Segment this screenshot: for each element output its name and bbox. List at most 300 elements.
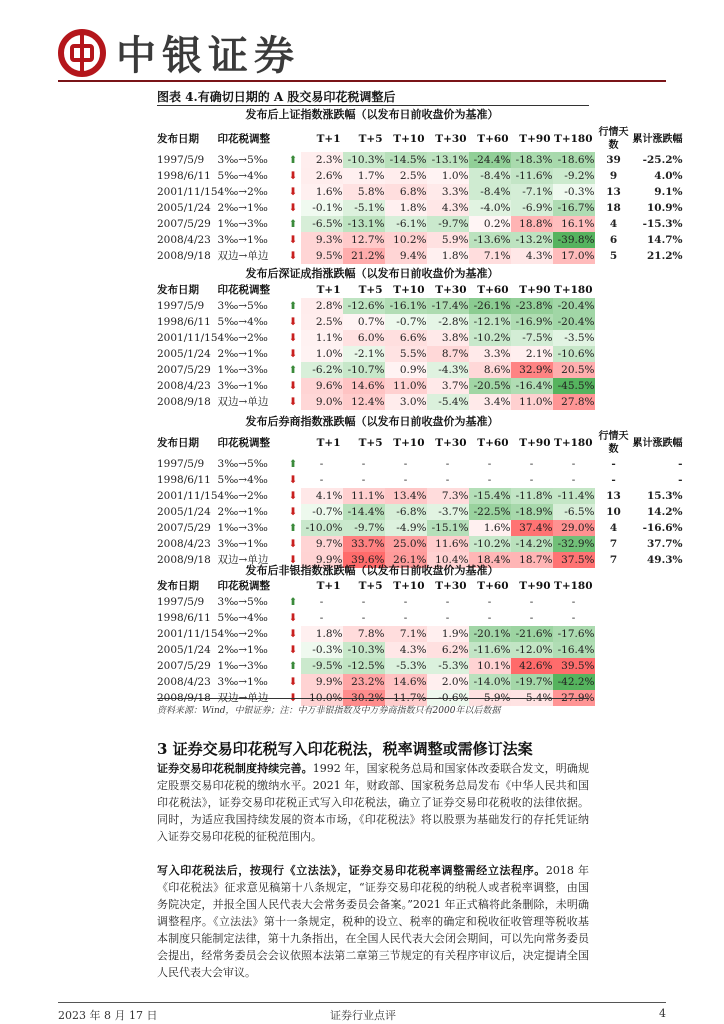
return-cell: - [445,474,450,486]
return-cell: 2.3% [301,152,343,168]
tax-change-cell: 3‰→5‰ [217,458,268,470]
tax-change-cell: 双边→单边 [217,250,269,262]
return-cell: 2.1% [511,346,553,362]
date-cell: 2008/9/18 [157,554,211,566]
return-cell: -17.6% [553,626,595,642]
column-header: T+5 [358,133,383,145]
table-row [157,378,595,394]
return-cell: -11.8% [511,488,553,504]
return-cell: 5.4% [511,690,553,706]
return-cell: -32.9% [553,536,595,552]
return-cell: -6.1% [385,216,427,232]
returns-table [157,282,595,410]
table-row [157,488,683,504]
tax-change-cell: 5‰→4‰ [217,474,268,486]
date-cell: 2008/4/23 [157,234,211,246]
return-cell: - [529,474,534,486]
tax-change-cell: 2‰→1‰ [217,506,268,518]
return-cell: 4.3% [511,248,553,264]
return-cell: 26.1% [385,552,427,568]
column-header: T+60 [477,284,509,296]
column-header: 发布日期 [157,133,199,145]
return-cell: -12.6% [343,298,385,314]
return-cell: 12.4% [343,394,385,410]
date-cell: 2007/5/29 [157,218,211,230]
tax-change-cell: 双边→单边 [217,396,269,408]
column-header: T+1 [316,284,341,296]
return-cell: 0.7% [343,314,385,330]
return-cell: 10.4% [427,552,469,568]
table-row [157,594,595,610]
column-header: T+90 [519,437,551,449]
tax-change-cell: 1‰→3‰ [217,364,268,376]
return-cell: - [319,474,324,486]
table-row [157,346,595,362]
arrow-up-icon: ⬆ [288,154,298,166]
tax-change-cell: 1‰→3‰ [217,660,268,672]
return-cell: -45.5% [553,378,595,394]
column-header: 发布日期 [157,580,199,592]
date-cell: 2008/9/18 [157,396,211,408]
table-row [157,216,683,232]
paragraph-body: 2018 年《印花税法》征求意见稿第十八条规定，“证券交易印花税的纳税人或者税率调整，由国务院决定，并报全国人民代表大会常务委员会备案。”2021 年正式稿将此条删除，未明确调整程序。《立法法》第十一条规定，税种的设立、税率的确定和税收征收管理等税收基本制度只能制定法律，第十九条指出，在全国人民代表大会闭会期间，可以先向常务委员会提出，经常务委员会会议依照本法第二章第三节规定的有关程序审议后，决定提请全国人民代表大会审议。 [157,864,589,979]
tax-change-cell: 1‰→3‰ [217,522,268,534]
footer-doc-type: 证券行业点评 [330,1009,396,1022]
date-cell: 2008/9/18 [157,692,211,704]
column-header: T+180 [554,284,593,296]
table-row [157,232,683,248]
table-header-row [157,126,683,152]
tax-change-cell: 双边→单边 [217,554,269,566]
return-cell: 9.7% [301,536,343,552]
tax-change-cell: 4‰→2‰ [217,628,268,640]
return-cell: -3.7% [427,504,469,520]
column-header: T+90 [519,580,551,592]
table-row [157,330,595,346]
return-cell: -0.3% [553,184,595,200]
return-cell: - [571,612,576,624]
return-cell: -0.6% [427,690,469,706]
arrow-down-icon: ⬇ [288,490,298,502]
trend-days-cell: 7 [609,554,618,566]
return-cell: - [319,458,324,470]
date-cell: 1998/6/11 [157,612,211,624]
return-cell: - [445,458,450,470]
return-cell: -11.6% [511,168,553,184]
table-row [157,658,595,674]
return-cell: -10.7% [343,362,385,378]
return-cell: 1.8% [385,200,427,216]
trend-days-cell: 7 [609,538,618,550]
column-header: T+10 [393,133,425,145]
date-cell: 2008/4/23 [157,676,211,688]
return-cell: -18.6% [553,152,595,168]
figure-bottom-rule [157,698,589,699]
return-cell: 27.9% [553,690,595,706]
date-cell: 1997/5/9 [157,300,205,312]
arrow-down-icon: ⬇ [288,332,298,344]
return-cell: 4.1% [301,488,343,504]
return-cell: 14.6% [343,378,385,394]
cumulative-return-cell: -16.6% [642,522,683,534]
footer-rule [58,1002,666,1003]
bank-of-china-logo-icon [58,29,106,77]
return-cell: - [361,596,366,608]
cumulative-return-cell: 37.7% [646,538,683,550]
return-cell: 9.4% [385,248,427,264]
return-cell: -11.4% [553,488,595,504]
return-cell: -8.4% [469,184,511,200]
return-cell: - [529,612,534,624]
return-cell: 20.5% [553,362,595,378]
return-cell: - [361,474,366,486]
return-cell: 9.9% [301,674,343,690]
tax-change-cell: 3‰→1‰ [217,380,268,392]
return-cell: -19.7% [511,674,553,690]
return-cell: - [445,596,450,608]
trend-days-cell: 39 [606,154,621,166]
tax-change-cell: 双边→单边 [217,692,269,704]
footer-page-number: 4 [659,1007,666,1020]
date-cell: 2008/9/18 [157,250,211,262]
return-cell: -23.8% [511,298,553,314]
return-cell: -39.8% [553,232,595,248]
return-cell: -15.4% [469,488,511,504]
return-cell: -0.7% [385,314,427,330]
return-cell: -12.0% [511,642,553,658]
return-cell: -13.6% [469,232,511,248]
return-cell: -5.1% [343,200,385,216]
arrow-down-icon: ⬇ [288,628,298,640]
return-cell: -21.6% [511,626,553,642]
return-cell: - [361,612,366,624]
section-title: 发布后非银指数涨跌幅（以发布日前收盘价为基准） [245,564,499,577]
return-cell: 4.3% [427,200,469,216]
return-cell: 1.0% [301,346,343,362]
return-cell: -7.1% [511,184,553,200]
column-header: T+5 [358,437,383,449]
column-header: T+180 [554,437,593,449]
column-header: T+60 [477,580,509,592]
column-header: T+180 [554,580,593,592]
return-cell: - [487,474,492,486]
date-cell: 2001/11/15 [157,628,218,640]
return-cell: -20.1% [469,626,511,642]
cumulative-return-cell: -25.2% [642,154,683,166]
header-rule [58,80,666,82]
arrow-down-icon: ⬇ [288,474,298,486]
return-cell: 13.4% [385,488,427,504]
return-cell: 1.8% [427,248,469,264]
trend-days-cell: - [611,474,616,486]
return-cell: - [571,474,576,486]
source-note: 资料来源：Wind，中银证券；注：中万非银指数及中万券商指数只有2000年以后数据 [157,706,501,716]
return-cell: -26.1% [469,298,511,314]
arrow-up-icon: ⬆ [288,218,298,230]
return-cell: -10.2% [469,330,511,346]
return-cell: 7.1% [469,248,511,264]
return-cell: 1.9% [427,626,469,642]
date-cell: 2008/4/23 [157,538,211,550]
return-cell: 14.6% [385,674,427,690]
return-cell: 42.6% [511,658,553,674]
return-cell: -12.1% [469,314,511,330]
arrow-down-icon: ⬇ [288,348,298,360]
arrow-down-icon: ⬇ [288,676,298,688]
date-cell: 1997/5/9 [157,458,205,470]
return-cell: -14.4% [343,504,385,520]
return-cell: -20.5% [469,378,511,394]
trend-days-cell: 10 [606,506,621,518]
arrow-up-icon: ⬆ [288,522,298,534]
return-cell: -20.4% [553,298,595,314]
return-cell: 1.6% [301,184,343,200]
date-cell: 2001/11/15 [157,490,218,502]
column-header: T+60 [477,133,509,145]
date-cell: 2005/1/24 [157,202,211,214]
return-cell: 1.7% [343,168,385,184]
return-cell: 6.8% [385,184,427,200]
return-cell: - [571,458,576,470]
return-cell: - [403,474,408,486]
return-cell: 29.0% [553,520,595,536]
return-cell: 27.8% [553,394,595,410]
return-cell: -12.5% [343,658,385,674]
cumulative-return-cell: 14.2% [646,506,683,518]
return-cell: -13.2% [511,232,553,248]
returns-table [157,578,595,706]
return-cell: -8.4% [469,168,511,184]
cumulative-return-cell: 9.1% [654,186,683,198]
return-cell: 1.1% [301,330,343,346]
return-cell: -10.0% [301,520,343,536]
paragraph-1 [157,760,589,845]
cumulative-return-cell: 4.0% [654,170,683,182]
return-cell: -9.7% [427,216,469,232]
return-cell: -3.5% [553,330,595,346]
return-cell: 2.5% [301,314,343,330]
table-row [157,298,595,314]
date-cell: 1997/5/9 [157,596,205,608]
return-cell: 0.2% [469,216,511,232]
cumulative-return-cell: 10.9% [646,202,683,214]
date-cell: 1998/6/11 [157,474,211,486]
table-row [157,626,595,642]
return-cell: 9.0% [301,394,343,410]
date-cell: 1997/5/9 [157,154,205,166]
column-header: 累计涨跌幅 [632,133,683,145]
return-cell: -13.1% [427,152,469,168]
tax-change-cell: 2‰→1‰ [217,202,268,214]
tax-change-cell: 4‰→2‰ [217,490,268,502]
return-cell: -5.3% [385,658,427,674]
column-header: T+60 [477,437,509,449]
return-cell: -10.2% [469,536,511,552]
arrow-down-icon: ⬇ [288,202,298,214]
return-cell: - [571,596,576,608]
return-cell: 1.8% [301,626,343,642]
table-header-row [157,578,595,594]
return-cell: 37.4% [511,520,553,536]
date-cell: 1998/6/11 [157,316,211,328]
trend-days-cell: 6 [609,234,618,246]
return-cell: - [319,596,324,608]
column-header: 行情天数 [598,431,629,455]
return-cell: 30.2% [343,690,385,706]
paragraph-2 [157,862,589,981]
arrow-down-icon: ⬇ [288,186,298,198]
figure-title: 图表 4.有确切日期的 A 股交易印花税调整后 [157,90,396,104]
return-cell: -42.2% [553,674,595,690]
return-cell: 3.3% [427,184,469,200]
return-cell: 1.6% [469,520,511,536]
return-cell: 3.0% [385,394,427,410]
date-cell: 2001/11/15 [157,332,218,344]
return-cell: -9.2% [553,168,595,184]
return-cell: 2.0% [427,674,469,690]
date-cell: 2007/5/29 [157,364,211,376]
return-cell: - [445,612,450,624]
return-cell: - [487,458,492,470]
column-header: T+10 [393,580,425,592]
trend-days-cell: 18 [606,202,621,214]
return-cell: 12.7% [343,232,385,248]
arrow-down-icon: ⬇ [288,380,298,392]
return-cell: 33.7% [343,536,385,552]
section-title: 发布后券商指数涨跌幅（以发布日前收盘价为基准） [245,415,499,428]
date-cell: 2007/5/29 [157,522,211,534]
column-header: T+1 [316,437,341,449]
date-cell: 2001/11/15 [157,186,218,198]
trend-days-cell: 4 [609,218,618,230]
tax-change-cell: 1‰→3‰ [217,218,268,230]
arrow-down-icon: ⬇ [288,692,298,704]
return-cell: -0.3% [301,642,343,658]
tax-change-cell: 2‰→1‰ [217,644,268,656]
return-cell: 32.9% [511,362,553,378]
arrow-down-icon: ⬇ [288,644,298,656]
return-cell: - [403,612,408,624]
return-cell: -5.3% [427,658,469,674]
table-row [157,674,595,690]
tax-change-cell: 5‰→4‰ [217,316,268,328]
table-row [157,314,595,330]
return-cell: -14.0% [469,674,511,690]
return-cell: 11.0% [385,378,427,394]
table-row [157,184,683,200]
date-cell: 2005/1/24 [157,644,211,656]
return-cell: 11.1% [343,488,385,504]
table-row [157,642,595,658]
page-header [58,24,300,81]
return-cell: -7.5% [511,330,553,346]
return-cell: 23.2% [343,674,385,690]
tax-change-cell: 5‰→4‰ [217,170,268,182]
table-header-row [157,282,595,298]
brand-name: 中银证券 [116,33,300,79]
section-title: 发布后上证指数涨跌幅（以发布日前收盘价为基准） [245,108,499,121]
column-header: T+10 [393,437,425,449]
return-cell: - [529,596,534,608]
return-cell: - [361,458,366,470]
tax-change-cell: 3‰→5‰ [217,154,268,166]
arrow-down-icon: ⬇ [288,316,298,328]
return-cell: -17.4% [427,298,469,314]
return-cell: 25.0% [385,536,427,552]
return-cell: -5.4% [427,394,469,410]
table-row [157,248,683,264]
return-cell: 7.1% [385,626,427,642]
column-header: 印花税调整 [217,437,271,449]
table-row [157,520,683,536]
tax-change-cell: 2‰→1‰ [217,348,268,360]
return-cell: -16.1% [385,298,427,314]
return-cell: -24.4% [469,152,511,168]
column-header: T+10 [393,284,425,296]
trend-days-cell: 13 [606,186,621,198]
return-cell: -10.3% [343,152,385,168]
return-cell: 2.6% [301,168,343,184]
column-header: T+1 [316,580,341,592]
arrow-down-icon: ⬇ [288,396,298,408]
return-cell: -13.1% [343,216,385,232]
returns-table [157,430,683,568]
return-cell: -15.1% [427,520,469,536]
return-cell: - [487,596,492,608]
return-cell: 37.5% [553,552,595,568]
return-cell: 10.2% [385,232,427,248]
paragraph-body: 1992 年，国家税务总局和国家体改委联合发文，明确规定股票交易印花税的缴纳水平。2021 年，财政部、国家税务总局发布《中华人民共和国印花税法》，证券交易印花税正式写入印花税法，确立了证券交易印花税收的法律依据。同时，为适应我国持续发展的资本市场，《印花税法》将以股票为基础发行的存托凭证纳入证券交易印花税的征税范围内。 [157,762,589,843]
return-cell: 9.6% [301,378,343,394]
trend-days-cell: 5 [609,250,618,262]
trend-days-cell: 9 [609,170,618,182]
column-header: T+30 [435,133,467,145]
arrow-down-icon: ⬇ [288,612,298,624]
table-row [157,168,683,184]
return-cell: -16.7% [553,200,595,216]
return-cell: 9.5% [301,248,343,264]
return-cell: 3.4% [469,394,511,410]
table-row [157,394,595,410]
return-cell: 8.6% [469,362,511,378]
footer-date: 2023 年 8 月 17 日 [58,1009,158,1022]
trend-days-cell: - [611,458,616,470]
column-header: T+5 [358,284,383,296]
return-cell: 7.3% [427,488,469,504]
return-cell: -16.9% [511,314,553,330]
return-cell: -6.8% [385,504,427,520]
arrow-down-icon: ⬇ [288,538,298,550]
section-title: 发布后深证成指涨跌幅（以发布日前收盘价为基准） [245,267,499,280]
return-cell: -22.5% [469,504,511,520]
return-cell: -14.2% [511,536,553,552]
returns-table [157,126,683,264]
return-cell: 11.0% [511,394,553,410]
return-cell: 5.9% [427,232,469,248]
arrow-up-icon: ⬆ [288,596,298,608]
arrow-up-icon: ⬆ [288,458,298,470]
return-cell: 16.1% [553,216,595,232]
column-header: T+180 [554,133,593,145]
table-row [157,504,683,520]
return-cell: 3.8% [427,330,469,346]
table-row [157,362,595,378]
cumulative-return-cell: 15.3% [646,490,683,502]
return-cell: -4.9% [385,520,427,536]
return-cell: 18.7% [511,552,553,568]
cumulative-return-cell: 14.7% [646,234,683,246]
section-heading: 3 证券交易印花税写入印花税法，税率调整或需修订法案 [157,740,533,758]
